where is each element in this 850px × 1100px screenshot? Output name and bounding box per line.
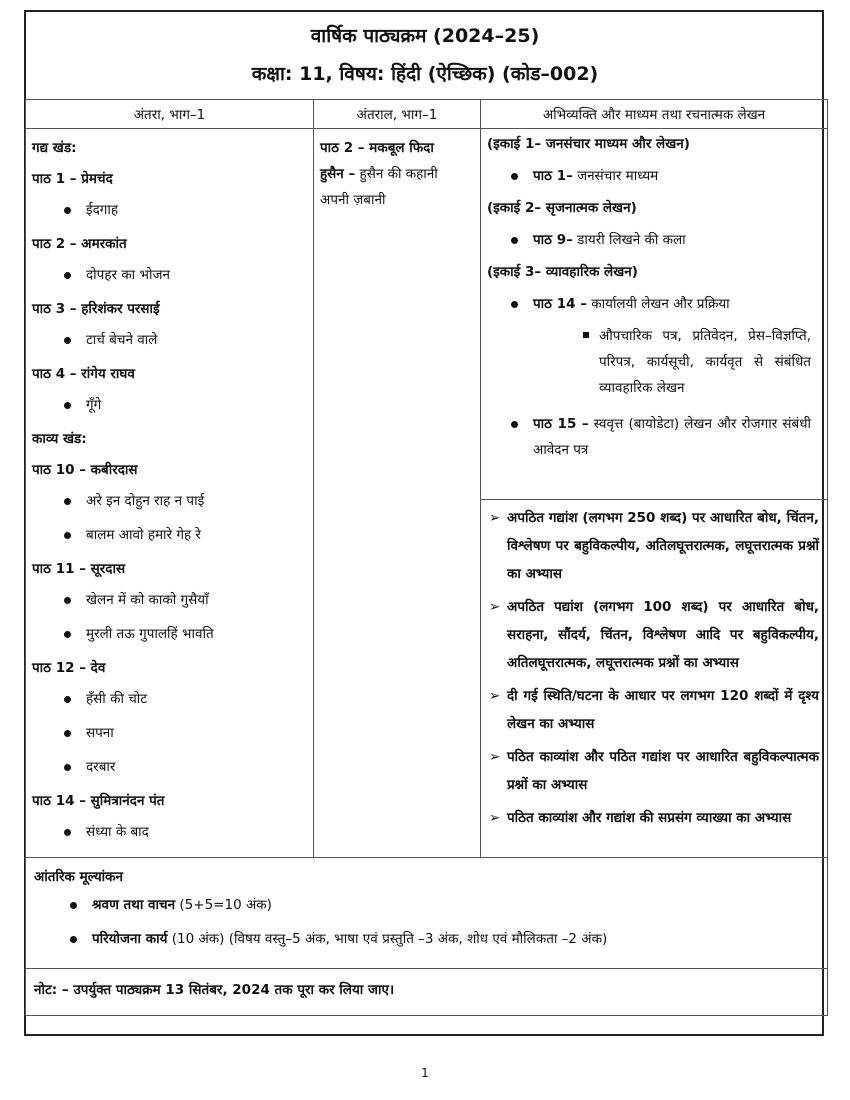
- antaral-lesson-line2: [320, 161, 474, 187]
- list-item: पाठ 9– डायरी लिखने की कला: [487, 227, 821, 259]
- sub-list-item: औपचारिक पत्र, प्रतिवेदन, प्रेस–विज्ञप्ति, परिपत्र, कार्यसूची, कार्यवृत से संबंधित व्यावहारिक लेखन: [487, 323, 821, 401]
- list-item: परियोजना कार्य (10 अंक) (विषय वस्तु–5 अंक, भाषा एवं प्रस्तुति –3 अंक, शोध एवं मौलिकता –2 अंक): [34, 926, 819, 960]
- header-abhivyakti: अभिव्यक्ति और माध्यम तथा रचनात्मक लेखन: [481, 100, 828, 129]
- kavya-heading: काव्य खंड:: [32, 431, 87, 447]
- unit-1-heading: (इकाई 1– जनसंचार माध्यम और लेखन): [487, 136, 690, 152]
- lesson-title: पाठ 3 – हरिशंकर परसाई: [32, 301, 160, 317]
- practice-item: ➢ अपठित गद्यांश (लगभग 250 शब्द) पर आधारित बोध, चिंतन, विश्लेषण पर बहुविकल्पीय, अतिलघूत्तरात्मक, लघूत्तरात्मक प्रश्नों का अभ्यास: [489, 510, 819, 582]
- list-item: श्रवण तथा वाचन (5+5=10 अंक): [34, 892, 819, 926]
- list-item: दरबार: [32, 754, 307, 788]
- syllabus-table: [25, 99, 828, 1016]
- antaral-lesson-title-line1: पाठ 2 – मकबूल फिदा: [320, 140, 434, 156]
- practice-item: ➢ दी गई स्थिति/घटना के आधार पर लगभग 120 शब्दों में दृश्य लेखन का अभ्यास: [489, 688, 819, 732]
- list-item: संध्या के बाद: [32, 819, 307, 853]
- list-item: गूँगे: [32, 392, 307, 426]
- antaral-lesson-desc2: अपनी ज़बानी: [320, 192, 386, 208]
- lesson-title: पाठ 1 – प्रेमचंद: [32, 171, 113, 187]
- table-header-row: [26, 100, 828, 129]
- note-text: नोट: – उपर्युक्त पाठ्यक्रम 13 सितंबर, 2024 तक पूरा कर लिया जाए।: [26, 969, 828, 1016]
- internal-assessment-heading: आंतरिक मूल्यांकन: [34, 869, 124, 885]
- list-item: खेलन में को काको गुसैयाँ: [32, 587, 307, 621]
- page-title: वार्षिक पाठ्यक्रम (2024–25): [310, 25, 540, 47]
- lesson-title: पाठ 12 – देव: [32, 660, 106, 676]
- practice-item: ➢ अपठित पद्यांश (लगभग 100 शब्द) पर आधारित बोध, सराहना, सौंदर्य, चिंतन, विश्लेषण आदि पर बहुविकल्पीय, अतिलघूत्तरात्मक, लघूत्तरात्मक प्रश्नों का अभ्यास: [489, 599, 819, 671]
- note-row: [26, 969, 828, 1016]
- antara-cell: [26, 129, 314, 858]
- unit-2-heading: (इकाई 2– सृजनात्मक लेखन): [487, 200, 637, 216]
- internal-assessment-row: [26, 858, 828, 969]
- list-item: सपना: [32, 720, 307, 754]
- page-subtitle: कक्षा: 11, विषय: हिंदी (ऐच्छिक) (कोड–002): [251, 63, 599, 85]
- antaral-cell: [314, 129, 481, 858]
- list-item: टार्च बेचने वाले: [32, 327, 307, 361]
- practice-cell: [481, 500, 828, 858]
- list-item: बालम आवो हमारे गेह रे: [32, 522, 307, 556]
- list-item: मुरली तऊ गुपालहिं भावति: [32, 621, 307, 655]
- abhivyakti-cell: [481, 129, 828, 500]
- lesson-title: पाठ 2 – अमरकांत: [32, 236, 127, 252]
- list-item: दोपहर का भोजन: [32, 262, 307, 296]
- lesson-title: पाठ 14 – सुमित्रानंदन पंत: [32, 793, 165, 809]
- practice-item: ➢ पठित काव्यांश और पठित गद्यांश पर आधारित बहुविकल्पात्मक प्रश्नों का अभ्यास: [489, 749, 819, 793]
- antaral-lesson-desc1: हुसैन की कहानी: [355, 166, 438, 182]
- header-antara: अंतरा, भाग–1: [26, 100, 314, 129]
- lesson-title: पाठ 11 – सूरदास: [32, 561, 126, 577]
- gadya-heading: गद्य खंड:: [32, 140, 77, 156]
- list-item: ईदगाह: [32, 197, 307, 231]
- list-item: अरे इन दोहुन राह न पाई: [32, 488, 307, 522]
- unit-3-heading: (इकाई 3– व्यावहारिक लेखन): [487, 264, 638, 280]
- header-antaral: अंतराल, भाग–1: [314, 100, 481, 129]
- list-item: पाठ 1– जनसंचार माध्यम: [487, 163, 821, 195]
- list-item: हँसी की चोट: [32, 686, 307, 720]
- lesson-title: पाठ 10 – कबीरदास: [32, 462, 138, 478]
- page-number: 1: [421, 1066, 429, 1080]
- internal-assessment-cell: [26, 858, 828, 969]
- list-item: पाठ 14 – कार्यालयी लेखन और प्रक्रिया: [487, 291, 821, 323]
- antaral-lesson-title-line2: हुसैन –: [320, 166, 356, 182]
- lesson-title: पाठ 4 – रांगेय राघव: [32, 366, 135, 382]
- list-item: पाठ 15 – स्ववृत्त (बायोडेटा) लेखन और रोजगार संबंधी आवेदन पत्र: [487, 411, 821, 463]
- content-row-top: [26, 129, 828, 500]
- practice-item: ➢ पठित काव्यांश और गद्यांश की सप्रसंग व्याख्या का अभ्यास: [489, 810, 792, 826]
